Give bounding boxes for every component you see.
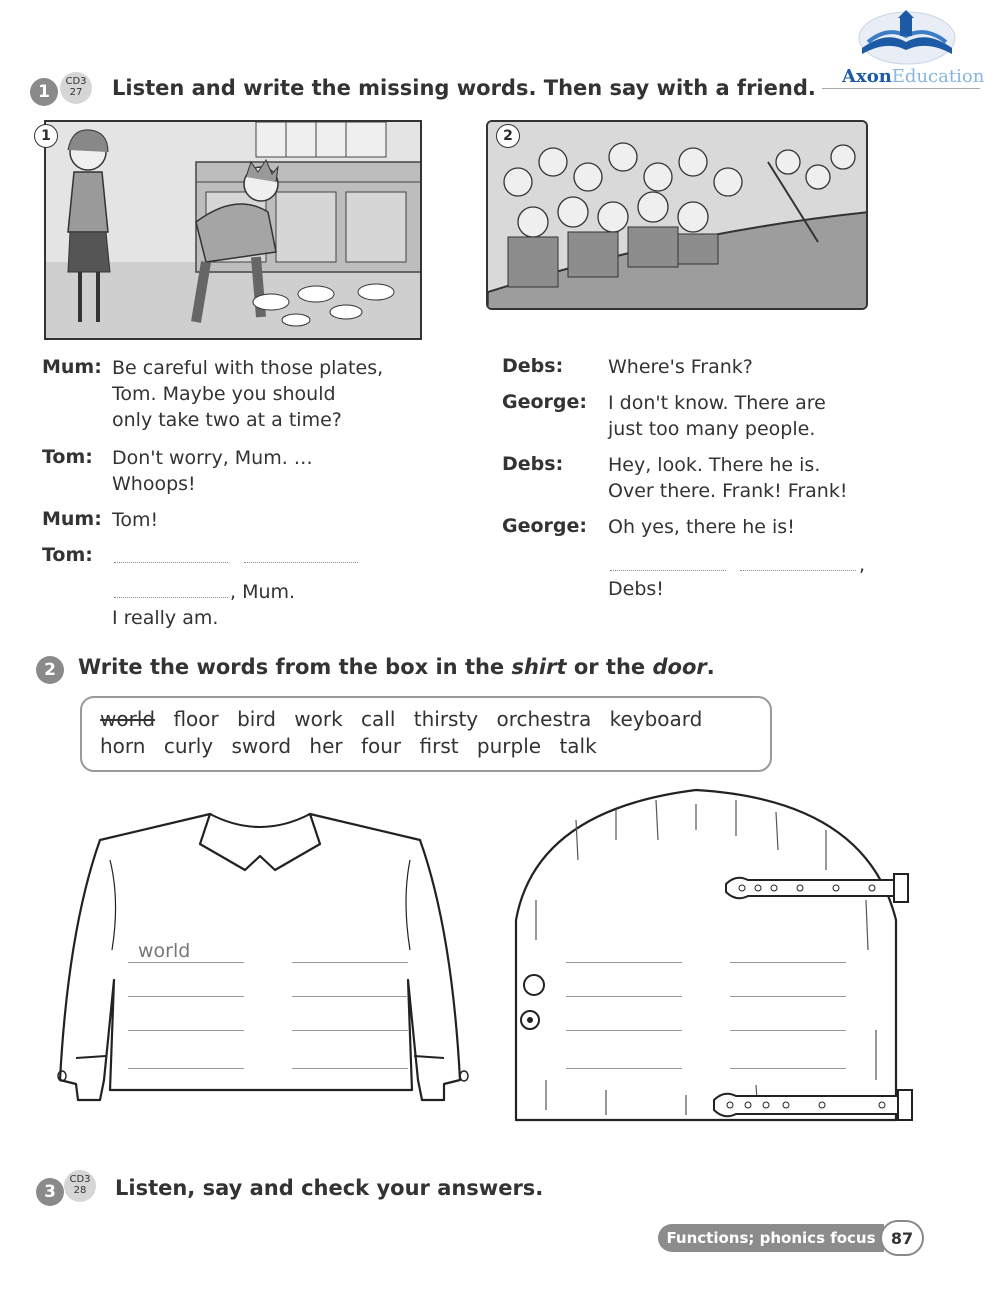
- dialogue-1-speaker: Mum:: [42, 356, 102, 378]
- dialogue-1-line: Tom!: [112, 509, 159, 531]
- dialogue-1-line: , Mum.: [230, 581, 296, 603]
- door-answer-line[interactable]: [730, 962, 846, 963]
- header-rule: [822, 88, 980, 89]
- dialogue-2-line: I don't know. There are: [608, 392, 826, 414]
- answer-blank[interactable]: [114, 597, 228, 598]
- example-answer: world: [138, 940, 191, 962]
- cd-label: CD3: [65, 76, 87, 87]
- exercise-1-cd-badge: [60, 72, 92, 104]
- door-answer-line[interactable]: [566, 962, 682, 963]
- instruction-door: door: [652, 655, 707, 679]
- exercise-3-number: 3: [36, 1178, 64, 1206]
- door-answer-line[interactable]: [730, 1030, 846, 1031]
- word-box-row-2: horn curly sword her four first purple talk: [100, 734, 597, 758]
- shirt-answer-line[interactable]: [128, 1030, 244, 1031]
- dialogue-2-line: Where's Frank?: [608, 356, 753, 378]
- book-globe-icon: [832, 8, 982, 68]
- exercise-2-instruction: [78, 655, 715, 679]
- dialogue-2-line: Over there. Frank! Frank!: [608, 480, 848, 502]
- publisher-logo: [832, 8, 985, 90]
- instruction-shirt: shirt: [511, 655, 567, 679]
- door-answer-line[interactable]: [566, 1030, 682, 1031]
- door-answer-line[interactable]: [566, 996, 682, 997]
- crowd-scene-illustration: [488, 122, 868, 310]
- exercise-3-instruction: Listen, say and check your answers.: [115, 1176, 544, 1200]
- dialogue-1-line: Tom. Maybe you should: [112, 383, 336, 405]
- picture-kitchen: [44, 120, 422, 340]
- door-answer-line[interactable]: [566, 1068, 682, 1069]
- kitchen-scene-illustration: [46, 122, 422, 340]
- page-number: 87: [880, 1220, 924, 1256]
- dialogue-2-speaker: George:: [502, 391, 587, 413]
- shirt-answer-line[interactable]: [128, 1068, 244, 1069]
- instruction-text: .: [706, 655, 715, 679]
- answer-blank[interactable]: [740, 570, 856, 571]
- dialogue-2-speaker: Debs:: [502, 355, 564, 377]
- exercise-1-instruction: Listen and write the missing words. Then say with a friend.: [112, 76, 816, 100]
- dialogue-1-line: I really am.: [112, 607, 219, 629]
- door-illustration: [496, 780, 916, 1140]
- dialogue-2-line: Hey, look. There he is.: [608, 454, 821, 476]
- cd-track: 28: [73, 1185, 87, 1196]
- logo-brand: Axon: [842, 66, 892, 87]
- word-box-row-1: [100, 707, 702, 731]
- picture-stadium: [486, 120, 868, 310]
- dialogue-1-line: Be careful with those plates,: [112, 357, 384, 379]
- picture-1-number: 1: [34, 124, 58, 148]
- instruction-text: Write the words from the box in the: [78, 655, 512, 679]
- answer-blank[interactable]: [114, 562, 228, 563]
- dialogue-1-line: Whoops!: [112, 473, 196, 495]
- exercise-2-number: 2: [36, 656, 64, 684]
- dialogue-1-speaker: Tom:: [42, 446, 93, 468]
- dialogue-1-line: Don't worry, Mum. …: [112, 447, 313, 469]
- dialogue-2-line: Oh yes, there he is!: [608, 516, 795, 538]
- exercise-3-cd-badge: [64, 1170, 96, 1202]
- door-answer-line[interactable]: [730, 1068, 846, 1069]
- shirt-answer-line[interactable]: [128, 962, 244, 963]
- dialogue-2-speaker: George:: [502, 515, 587, 537]
- shirt-answer-line[interactable]: [292, 962, 408, 963]
- shirt-illustration: [40, 800, 480, 1140]
- dialogue-2-line: ,: [859, 554, 866, 576]
- struck-word: world: [100, 707, 156, 731]
- dialogue-1-speaker: Tom:: [42, 544, 93, 566]
- shirt-answer-line[interactable]: [128, 996, 244, 997]
- cd-track: 27: [69, 87, 83, 98]
- shirt-answer-line[interactable]: [292, 996, 408, 997]
- exercise-1-number: 1: [30, 78, 58, 106]
- dialogue-1-speaker: Mum:: [42, 508, 102, 530]
- cd-label: CD3: [69, 1174, 91, 1185]
- shirt-answer-line[interactable]: [292, 1068, 408, 1069]
- dialogue-2-line: Debs!: [608, 578, 664, 600]
- door-answer-line[interactable]: [730, 996, 846, 997]
- word-list: floor bird work call thirsty orchestra keyboard: [173, 707, 703, 731]
- section-label: Functions; phonics focus: [658, 1224, 884, 1252]
- answer-blank[interactable]: [244, 562, 358, 563]
- logo-brand-suffix: Education: [891, 66, 985, 87]
- answer-blank[interactable]: [610, 570, 726, 571]
- picture-2-number: 2: [496, 124, 520, 148]
- shirt-answer-line[interactable]: [292, 1030, 408, 1031]
- dialogue-1-line: only take two at a time?: [112, 409, 342, 431]
- dialogue-2-speaker: Debs:: [502, 453, 564, 475]
- instruction-text: or the: [566, 655, 653, 679]
- dialogue-2-line: just too many people.: [608, 418, 816, 440]
